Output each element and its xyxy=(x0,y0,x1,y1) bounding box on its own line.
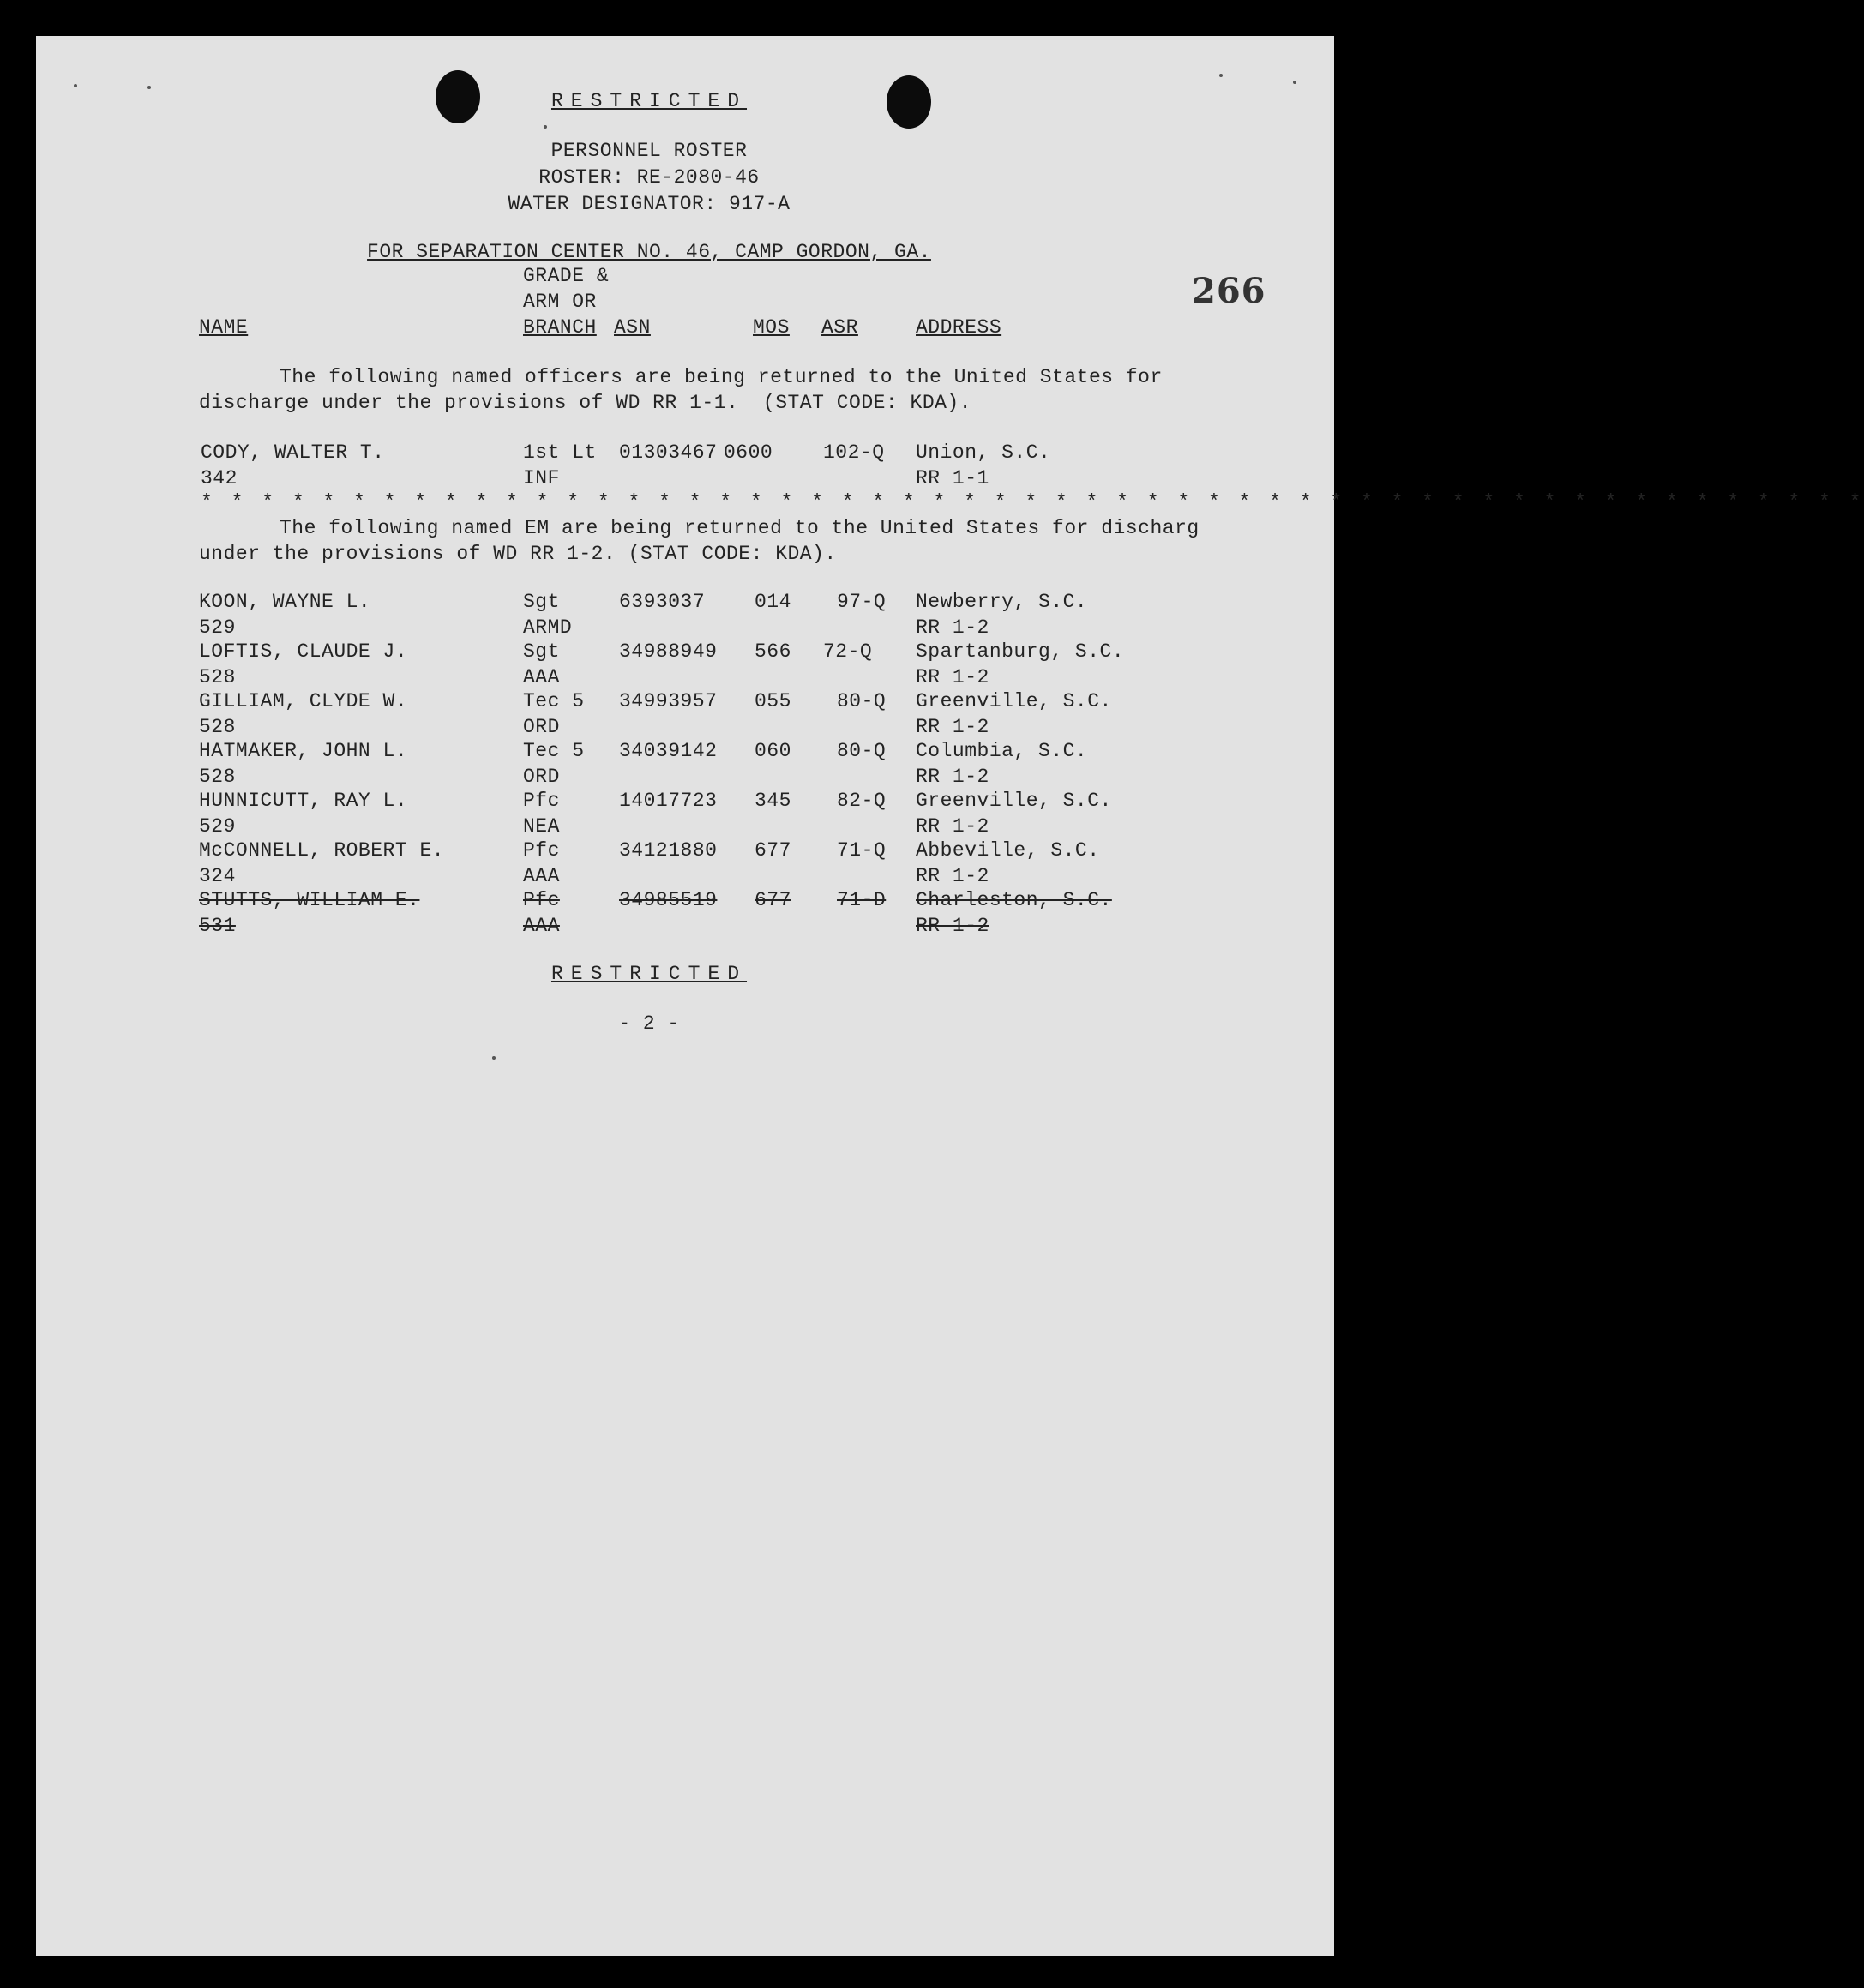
officers-intro-line1: The following named officers are being returned to the United States for xyxy=(280,366,1163,388)
em-rr: RR 1-2 xyxy=(916,766,989,788)
officer-asr: 102-Q xyxy=(823,441,885,464)
em-mos: 566 xyxy=(755,640,791,663)
em-asr: 80-Q xyxy=(837,690,887,712)
em-asn: 34988949 xyxy=(619,640,718,663)
em-address: Spartanburg, S.C. xyxy=(916,640,1125,663)
roster-title: PERSONNEL ROSTER xyxy=(550,140,748,162)
em-asr: 82-Q xyxy=(837,790,887,812)
page-speck xyxy=(544,125,547,129)
em-grade: Tec 5 xyxy=(523,690,585,712)
column-name: NAME xyxy=(199,316,249,339)
document-page xyxy=(36,36,1864,1956)
em-asn: 6393037 xyxy=(619,591,706,613)
em-branch: AAA xyxy=(523,915,560,937)
em-name: STUTTS, WILLIAM E. xyxy=(199,889,420,911)
officer-asn: 01303467 xyxy=(619,441,718,464)
officer-name: CODY, WALTER T. xyxy=(201,441,385,464)
page-stamp-number: 266 xyxy=(1192,271,1266,311)
officer-branch: INF xyxy=(523,467,560,489)
em-code: 531 xyxy=(199,915,236,937)
em-address: Greenville, S.C. xyxy=(916,690,1112,712)
column-grade-line1: GRADE & xyxy=(523,265,610,287)
roster-number: ROSTER: RE-2080-46 xyxy=(538,166,760,189)
em-name: LOFTIS, CLAUDE J. xyxy=(199,640,408,663)
column-address: ADDRESS xyxy=(916,316,1002,339)
em-grade: Tec 5 xyxy=(523,740,585,762)
em-grade: Sgt xyxy=(523,591,560,613)
em-asr: 72-Q xyxy=(823,640,873,663)
em-code: 324 xyxy=(199,865,236,887)
em-code: 528 xyxy=(199,666,236,688)
em-mos: 055 xyxy=(755,690,791,712)
em-asn: 34121880 xyxy=(619,839,718,862)
em-mos: 345 xyxy=(755,790,791,812)
em-rr: RR 1-2 xyxy=(916,716,989,738)
classification-header: RESTRICTED xyxy=(550,90,748,112)
em-branch: ARMD xyxy=(523,616,573,639)
destination-line: FOR SEPARATION CENTER NO. 46, CAMP GORDON, GA. xyxy=(367,241,931,263)
em-asr: 97-Q xyxy=(837,591,887,613)
page-speck xyxy=(74,84,77,87)
em-branch: ORD xyxy=(523,766,560,788)
column-asn: ASN xyxy=(614,316,651,339)
em-code: 528 xyxy=(199,716,236,738)
em-grade: Pfc xyxy=(523,790,560,812)
em-branch: AAA xyxy=(523,666,560,688)
em-asn: 34039142 xyxy=(619,740,718,762)
em-branch: AAA xyxy=(523,865,560,887)
page-speck xyxy=(492,1056,496,1060)
em-address: Columbia, S.C. xyxy=(916,740,1088,762)
em-asn: 34993957 xyxy=(619,690,718,712)
em-name: HATMAKER, JOHN L. xyxy=(199,740,408,762)
column-mos: MOS xyxy=(753,316,790,339)
separator-line: * * * * * * * * * * * * * * * * * * * * * * * * * * * * * * * * * * * * * * * * * * * * * * * * * * * * * * * xyxy=(201,491,1864,514)
officer-address: Union, S.C. xyxy=(916,441,1051,464)
em-name: HUNNICUTT, RAY L. xyxy=(199,790,408,812)
officer-rr: RR 1-1 xyxy=(916,467,989,489)
officer-grade: 1st Lt xyxy=(523,441,597,464)
em-code: 529 xyxy=(199,616,236,639)
em-asn: 34985519 xyxy=(619,889,718,911)
classification-footer: RESTRICTED xyxy=(550,963,748,985)
em-rr: RR 1-2 xyxy=(916,865,989,887)
em-name: KOON, WAYNE L. xyxy=(199,591,371,613)
em-grade: Sgt xyxy=(523,640,560,663)
em-rr: RR 1-2 xyxy=(916,815,989,838)
em-branch: NEA xyxy=(523,815,560,838)
column-branch: BRANCH xyxy=(523,316,597,339)
em-branch: ORD xyxy=(523,716,560,738)
em-grade: Pfc xyxy=(523,839,560,862)
em-rr: RR 1-2 xyxy=(916,915,989,937)
em-asn: 14017723 xyxy=(619,790,718,812)
em-address: Newberry, S.C. xyxy=(916,591,1088,613)
page-speck xyxy=(1293,81,1296,84)
em-mos: 677 xyxy=(755,889,791,911)
water-designator: WATER DESIGNATOR: 917-A xyxy=(508,193,791,215)
em-asr: 71-Q xyxy=(837,839,887,862)
officer-mos: 0600 xyxy=(724,441,773,464)
em-intro-line2: under the provisions of WD RR 1-2. (STAT CODE: KDA). xyxy=(199,543,837,565)
em-grade: Pfc xyxy=(523,889,560,911)
em-rr: RR 1-2 xyxy=(916,616,989,639)
em-code: 529 xyxy=(199,815,236,838)
column-asr: ASR xyxy=(821,316,858,339)
em-mos: 677 xyxy=(755,839,791,862)
em-address: Greenville, S.C. xyxy=(916,790,1112,812)
officer-code: 342 xyxy=(201,467,238,489)
em-mos: 060 xyxy=(755,740,791,762)
page-number: - 2 - xyxy=(618,1012,680,1035)
em-address: Charleston, S.C. xyxy=(916,889,1112,911)
em-rr: RR 1-2 xyxy=(916,666,989,688)
column-grade-line2: ARM OR xyxy=(523,291,597,313)
em-name: GILLIAM, CLYDE W. xyxy=(199,690,408,712)
em-code: 528 xyxy=(199,766,236,788)
em-address: Abbeville, S.C. xyxy=(916,839,1100,862)
em-asr: 80-Q xyxy=(837,740,887,762)
em-intro-line1: The following named EM are being returned to the United States for discharg xyxy=(280,517,1200,539)
em-asr: 71-D xyxy=(837,889,887,911)
em-name: McCONNELL, ROBERT E. xyxy=(199,839,445,862)
page-speck xyxy=(1219,74,1223,77)
em-mos: 014 xyxy=(755,591,791,613)
officers-intro-line2: discharge under the provisions of WD RR 1-1. (STAT CODE: KDA). xyxy=(199,392,972,414)
